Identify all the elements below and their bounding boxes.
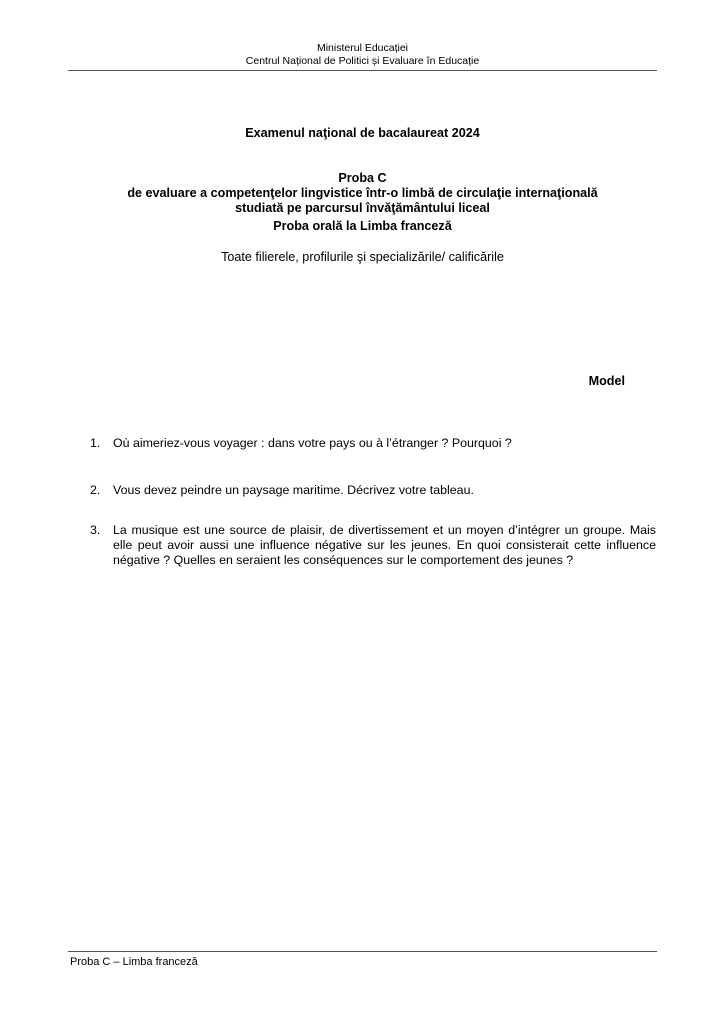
proba-description-line1: de evaluare a competenţelor lingvistice într-o limbă de circulaţie internaţională: [127, 186, 598, 200]
header-ministry: Ministerul Educației: [316, 42, 409, 54]
proba-block: [68, 171, 657, 216]
question-number: 2.: [90, 483, 101, 497]
question-item: [90, 436, 656, 451]
question-list: [90, 436, 656, 568]
proba-title: Proba C: [338, 171, 387, 185]
header-center: Centrul Național de Politici și Evaluare în Educație: [245, 55, 480, 67]
footer-divider: [68, 951, 657, 952]
question-item: [90, 483, 656, 498]
header-divider: [68, 70, 657, 71]
subject-title: Proba orală la Limba franceză: [273, 219, 452, 233]
question-text: La musique est une source de plaisir, de divertissement et un moyen d’intégrer un groupe. Mais elle peut avoir aussi une influence négative sur les jeunes. En quoi consisterait cette influence négative ? Quelles en seraient les conséquences sur le comportement des jeunes ?: [113, 523, 656, 567]
question-text: Où aimeriez-vous voyager : dans votre pays ou à l’étranger ? Pourquoi ?: [113, 436, 512, 450]
audience-line: Toate filierele, profilurile şi specializările/ calificările: [221, 250, 504, 264]
exam-title: Examenul naţional de bacalaureat 2024: [245, 126, 480, 140]
question-number: 3.: [90, 523, 101, 537]
question-number: 1.: [90, 436, 101, 450]
page-footer: Proba C – Limba franceză: [70, 956, 198, 968]
question-item: [90, 523, 656, 568]
variant-label: Model: [588, 374, 625, 388]
proba-description-line2: studiată pe parcursul învăţământului liceal: [235, 201, 490, 215]
question-text: Vous devez peindre un paysage maritime. Décrivez votre tableau.: [113, 483, 474, 497]
document-header: [68, 42, 657, 68]
